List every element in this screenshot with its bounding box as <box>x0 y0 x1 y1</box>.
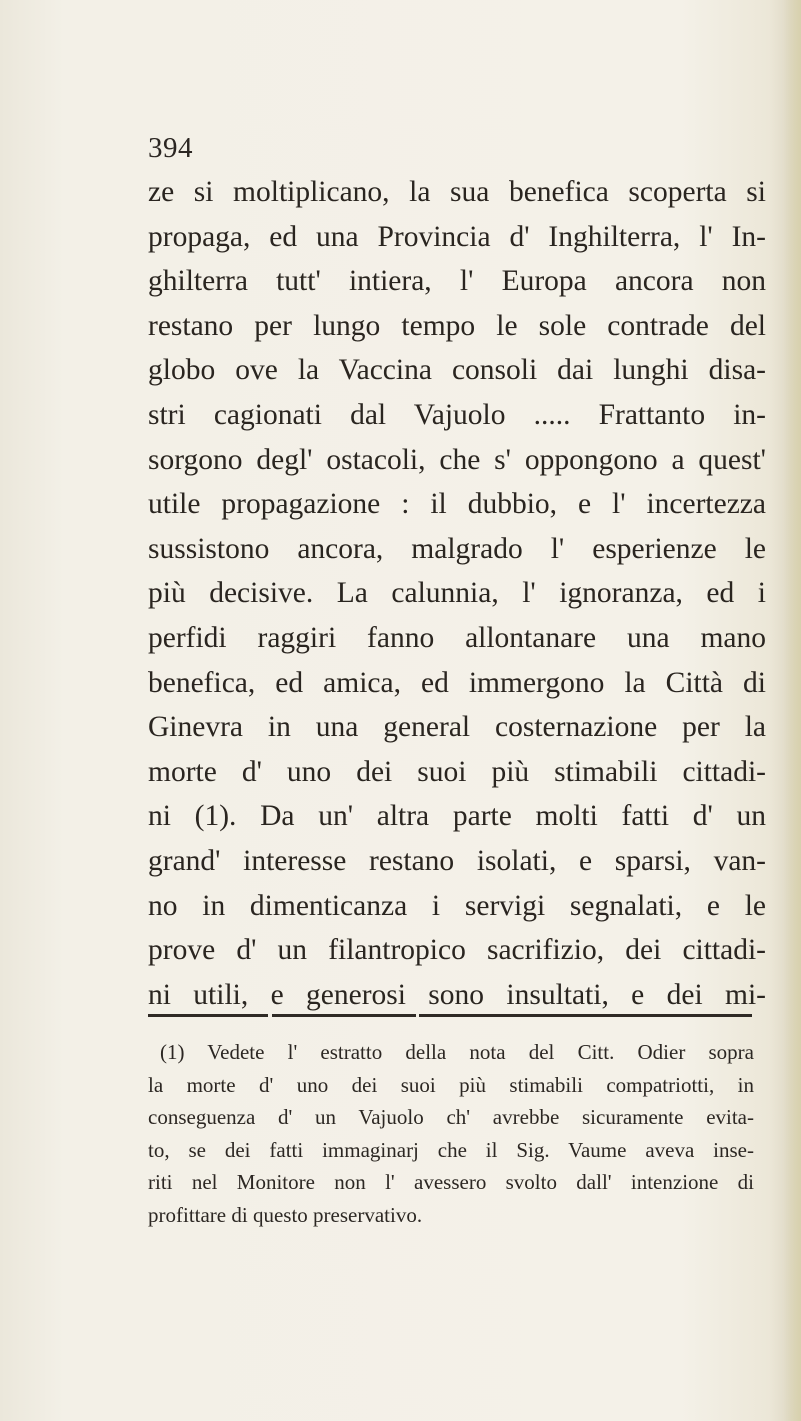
footnote-line: riti nel Monitore non l' avessero svolto dall' intenzione di <box>148 1170 754 1194</box>
text-line: no in dimenticanza i servigi segnalati, e le <box>148 889 766 922</box>
text-line: Ginevra in una general costernazione per la <box>148 711 766 744</box>
page-number: 394 <box>148 132 193 164</box>
text-line: perfidi raggiri fanno allontanare una mano <box>148 621 766 654</box>
text-line: prove d' un filantropico sacrifizio, dei cittadi- <box>148 934 766 967</box>
text-line: ni (1). Da un' altra parte molti fatti d' un <box>148 800 766 833</box>
main-text <box>148 170 766 1017</box>
text-line: utile propagazione : il dubbio, e l' incertezza <box>148 488 766 521</box>
text-line: più decisive. La calunnia, l' ignoranza, ed i <box>148 577 766 610</box>
footnote-line: to, se dei fatti immaginarj che il Sig. Vaume aveva inse- <box>148 1137 754 1162</box>
text-line: propaga, ed una Provincia d' Inghilterra, l' In- <box>148 220 766 253</box>
text-line: globo ove la Vaccina consoli dai lunghi disa- <box>148 354 766 387</box>
text-line: ni utili, e generosi sono insultati, e dei mi- <box>148 978 766 1011</box>
footnote-line: la morte d' uno dei suoi più stimabili compatriotti, in <box>148 1072 754 1097</box>
text-line: restano per lungo tempo le sole contrade del <box>148 309 766 342</box>
text-line: morte d' uno dei suoi più stimabili cittadi- <box>148 755 766 788</box>
text-line: grand' interesse restano isolati, e sparsi, van- <box>148 844 766 877</box>
page-edge-shading <box>783 0 801 1421</box>
text-line: stri cagionati dal Vajuolo ..... Frattanto in- <box>148 398 766 431</box>
footnote <box>148 1036 754 1231</box>
footnote-line: (1) Vedete l' estratto della nota del Citt. Odier sopra <box>160 1040 754 1064</box>
text-line: ghilterra tutt' intiera, l' Europa ancora non <box>148 265 766 298</box>
footnote-line: profittare di questo preservativo. <box>148 1202 423 1227</box>
footnote-line: conseguenza d' un Vajuolo ch' avrebbe sicuramente evita- <box>148 1105 754 1129</box>
text-line: benefica, ed amica, ed immergono la Città di <box>148 666 766 699</box>
footnote-divider <box>148 1014 752 1017</box>
text-line: sussistono ancora, malgrado l' esperienze le <box>148 532 766 565</box>
text-line: ze si moltiplicano, la sua benefica scoperta si <box>148 176 766 208</box>
text-line: sorgono degl' ostacoli, che s' oppongono a quest' <box>148 443 766 476</box>
